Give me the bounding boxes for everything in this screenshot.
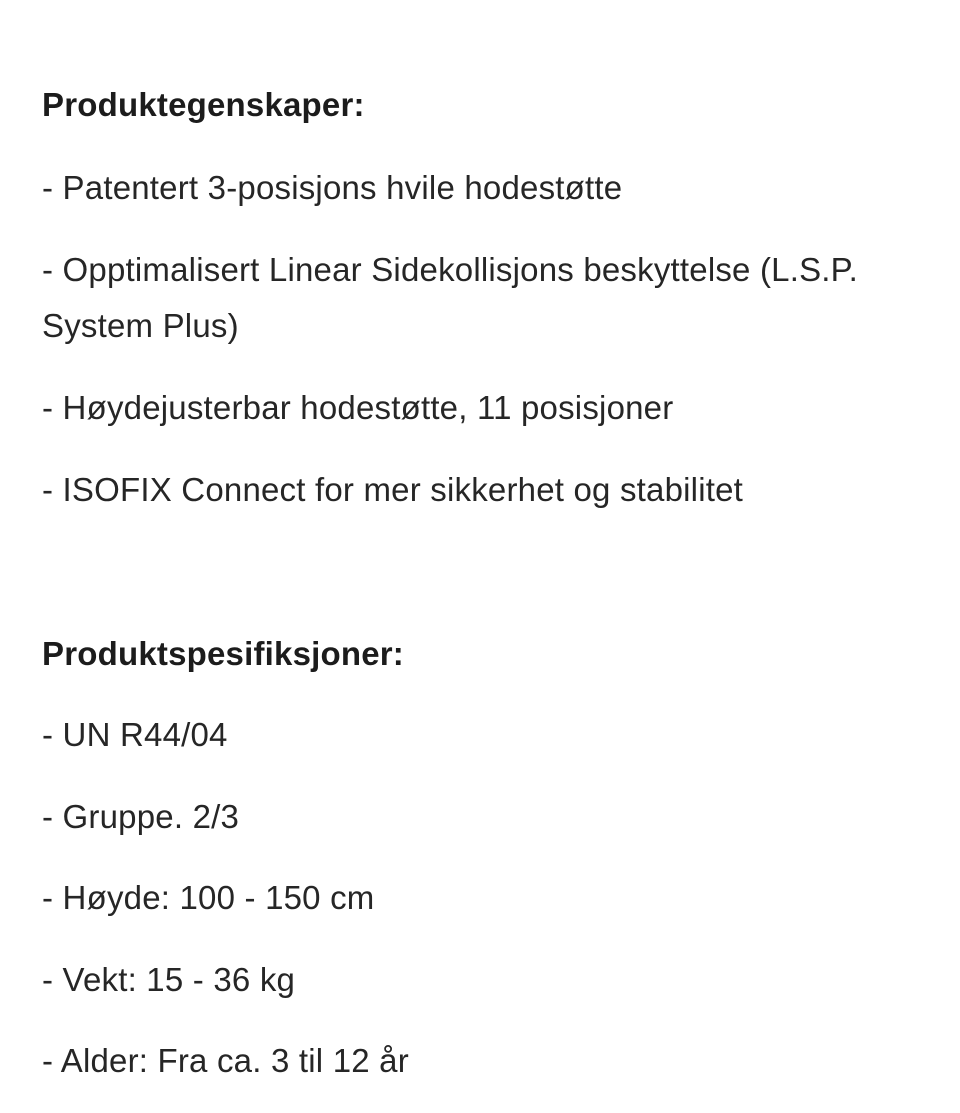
feature-item: - ISOFIX Connect for mer sikkerhet og stabilitet: [42, 471, 744, 508]
specification-item: - Vekt: 15 - 36 kg: [42, 961, 296, 998]
feature-item: - Opptimalisert Linear Sidekollisjons beskyttelse (L.S.P. System Plus): [42, 251, 858, 344]
specification-item: - Alder: Fra ca. 3 til 12 år: [42, 1042, 409, 1079]
specifications-heading: Produktspesifiksjoner:: [42, 635, 404, 672]
specification-item: - Høyde: 100 - 150 cm: [42, 879, 375, 916]
feature-item: - Patentert 3-posisjons hvile hodestøtte: [42, 169, 623, 206]
specification-item: - UN R44/04: [42, 716, 228, 753]
specification-item: - Gruppe. 2/3: [42, 798, 240, 835]
feature-item: - Høydejusterbar hodestøtte, 11 posisjoner: [42, 389, 674, 426]
features-heading: Produktegenskaper:: [42, 86, 365, 123]
